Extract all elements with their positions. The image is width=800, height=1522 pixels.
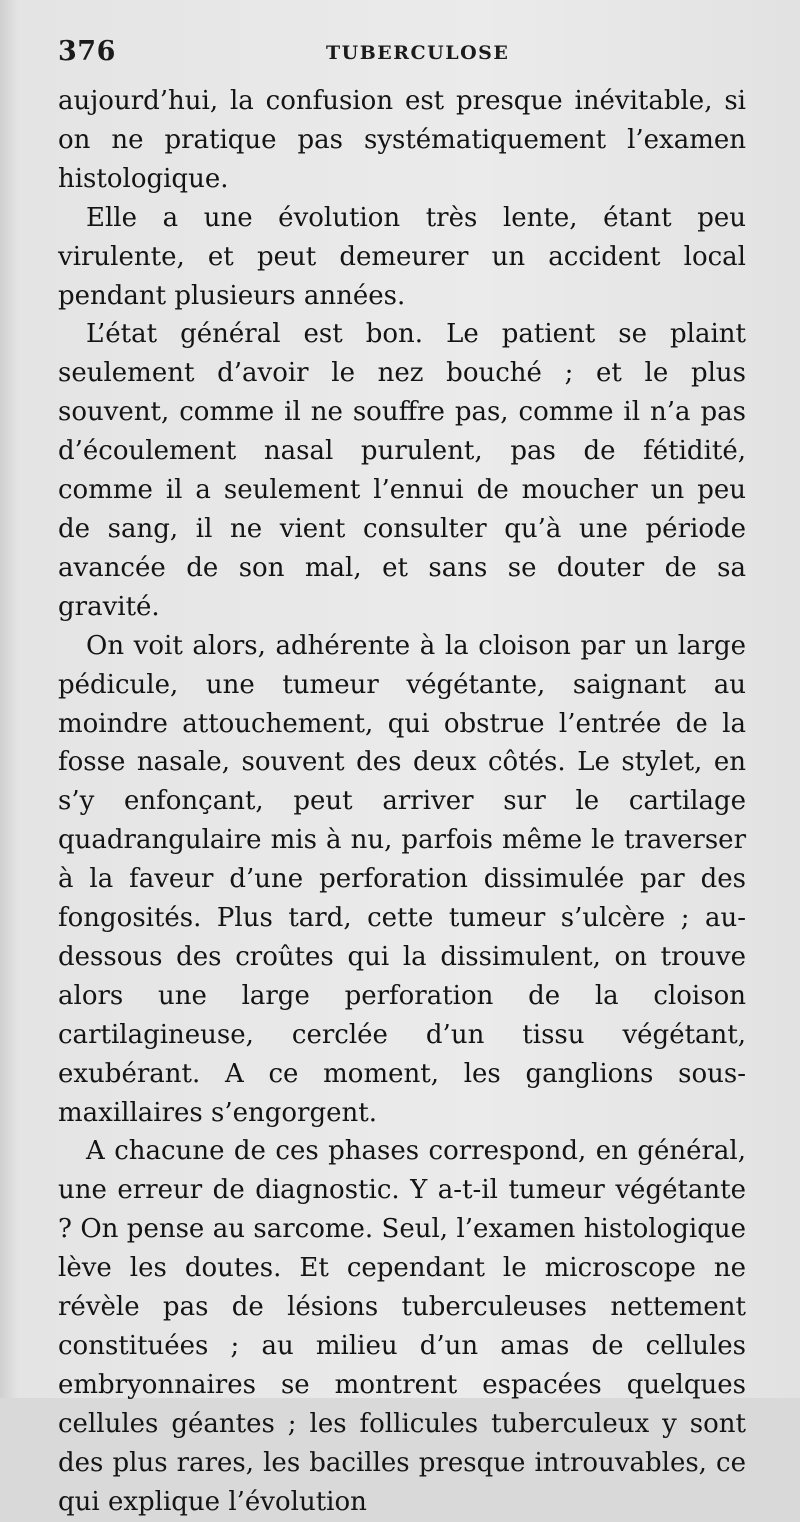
page-number: 376 bbox=[58, 36, 116, 67]
paragraph-general-state: L’état général est bon. Le patient se plaint seulement d’avoir le nez bouché ; et le plus souvent, comme il ne souffre pas, comme il n’a pas d’écoulement nasal purulent, pas de fétidité, comme il a seulement l’ennui de moucher un peu de sang, il ne vient consulter qu’à une période avancée de son mal, et sans se douter de sa gravité. bbox=[58, 319, 746, 622]
paragraph-evolution: Elle a une évolution très lente, étant peu virulente, et peut demeurer un accident local pendant plusieurs années. bbox=[58, 202, 746, 311]
paragraph-tumour-description: On voit alors, adhérente à la cloison par un large pédicule, une tumeur végétante, saignant au moindre attouchement, qui obstrue l’entrée de la fosse nasale, souvent des deux côtés. Le stylet, en s’y enfonçant, peut arriver sur le cartilage quadrangulaire mis à nu, parfois même le traverser à la faveur d’une perforation dissimulée par des fongosités. Plus tard, cette tumeur s’ulcère ; au-dessous des croûtes qui la dissimulent, on trouve alors une large perforation de la cloison cartilagineuse, cerclée d’un tissu végétant, exubérant. A ce moment, les ganglions sous-maxillaires s’engorgent. bbox=[58, 630, 746, 1128]
paragraph-diagnostic-errors: A chacune de ces phases correspond, en général, une erreur de diagnostic. Y a-t-il tumeur végétante ? On pense au sarcome. Seul, l’examen histologique lève les doutes. Et cependant le microscope ne révèle pas de lésions tuberculeuses nettement constituées ; au milieu d’un amas de cellules embryonnaires se montrent espacées quelques cellules géantes ; les follicules tuberculeux y sont des plus rares, les bacilles presque introuvables, ce qui explique l’évolution bbox=[58, 1136, 746, 1517]
page-header bbox=[58, 36, 748, 76]
paragraph-continued: aujourd’hui, la confusion est presque inévitable, si on ne pratique pas systématiquement l’examen histologique. bbox=[58, 86, 746, 194]
running-title: TUBERCULOSE bbox=[326, 42, 510, 64]
body-text bbox=[58, 82, 746, 1522]
